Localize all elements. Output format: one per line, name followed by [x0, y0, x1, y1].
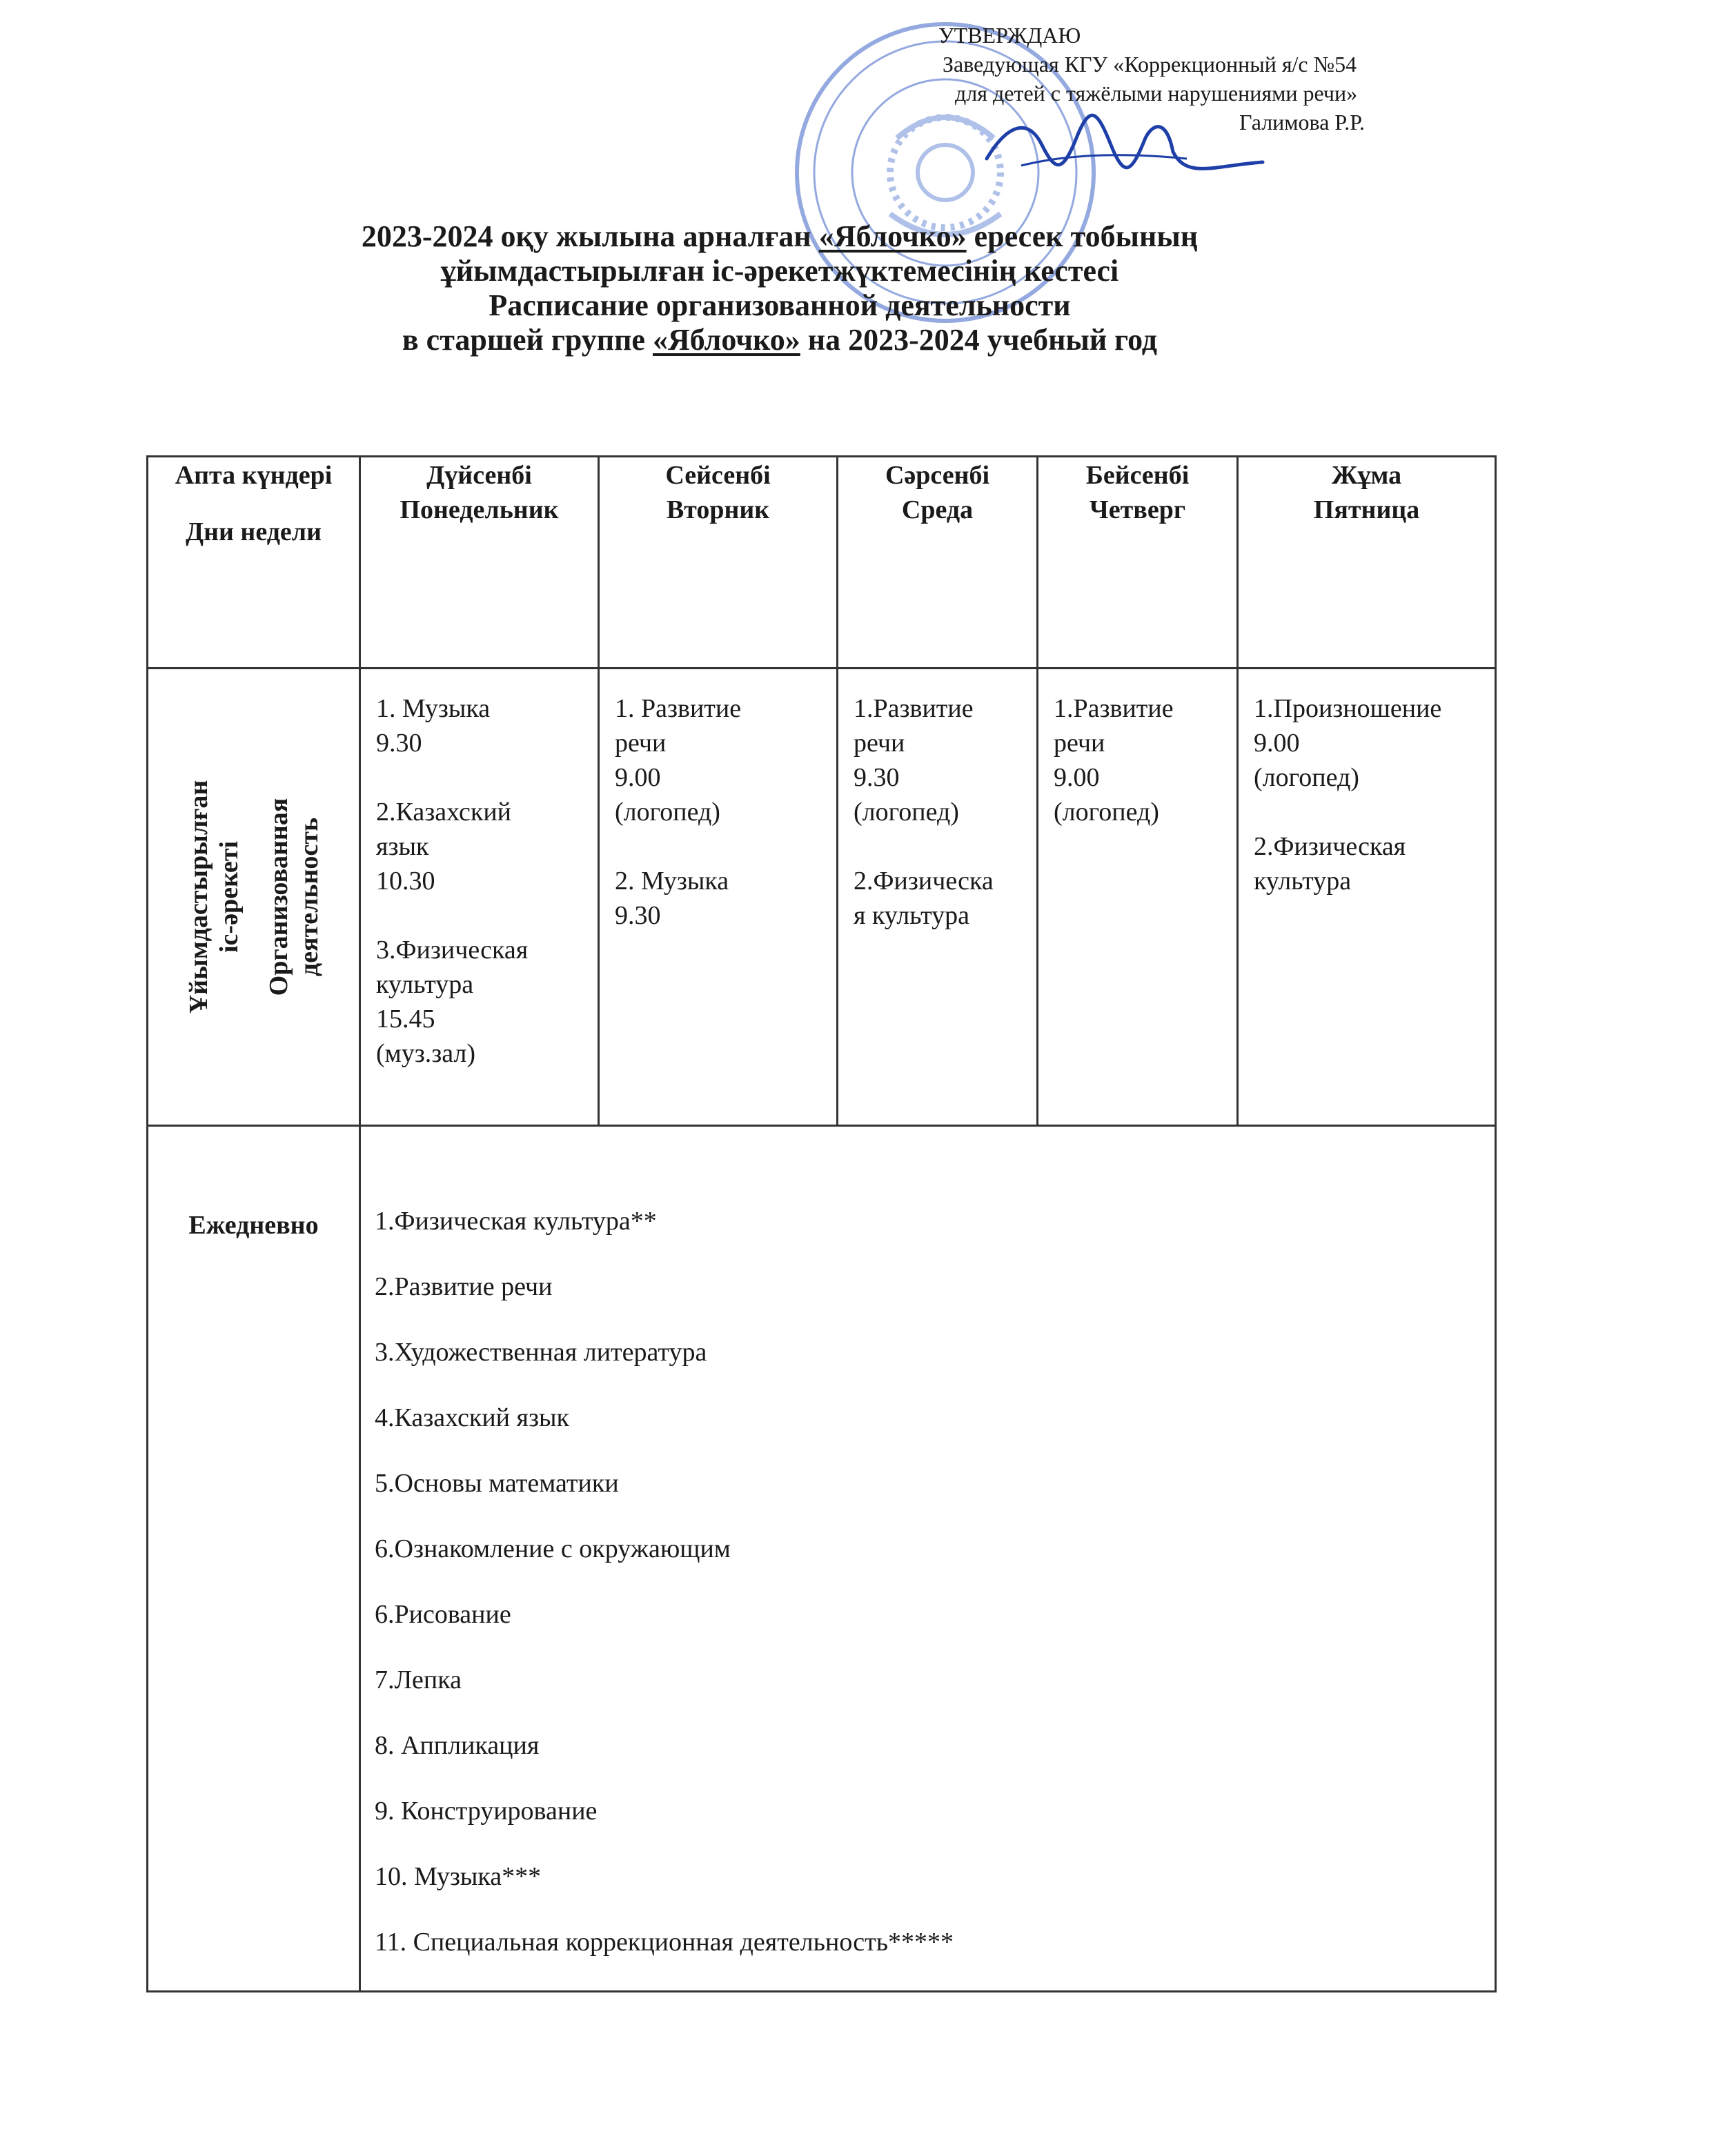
- header-wednesday: Сәрсенбі Среда: [838, 457, 1038, 669]
- approval-name: Галимова Р.Р.: [1239, 110, 1366, 135]
- daily-activities-list: [360, 1126, 1496, 1992]
- approval-block: [936, 21, 1501, 137]
- list-item: 1.Физическая культура**: [375, 1207, 657, 1236]
- title-line-3: Расписание организованной деятельности: [489, 288, 1071, 322]
- tuesday-activities: 1. Развитие речи 9.00 (логопед) 2. Музыка 9.30: [599, 669, 838, 1126]
- header-friday: Жұма Пятница: [1238, 457, 1496, 669]
- title-line-4: в старшей группе «Яблочко» на 2023-2024 учебный год: [402, 323, 1158, 357]
- list-item: 10. Музыка***: [375, 1862, 542, 1891]
- list-item: 11. Специальная коррекционная деятельность*****: [375, 1928, 954, 1957]
- organized-activity-row: [148, 669, 1496, 1126]
- header-row: [148, 457, 1496, 669]
- organized-activity-label: Ұйымдастырылған іс-әрекеті Организованная деятельность: [148, 669, 360, 1126]
- thursday-activities: 1.Развитие речи 9.00 (логопед): [1038, 669, 1238, 1126]
- approval-position-line2: для детей с тяжёлыми нарушениями речи»: [955, 81, 1358, 106]
- daily-label: Ежедневно: [148, 1126, 360, 1992]
- header-tuesday: Сейсенбі Вторник: [599, 457, 838, 669]
- header-thursday: Бейсенбі Четверг: [1038, 457, 1238, 669]
- wednesday-activities: 1.Развитие речи 9.30 (логопед) 2.Физическа я культура: [838, 669, 1038, 1126]
- list-item: 8. Аппликация: [375, 1731, 540, 1760]
- friday-activities: 1.Произношение 9.00 (логопед) 2.Физическая культура: [1238, 669, 1496, 1126]
- document-title: [221, 219, 1339, 357]
- header-monday: Дүйсенбі Понедельник: [360, 457, 599, 669]
- list-item: 6.Ознакомление с окружающим: [375, 1534, 731, 1563]
- list-item: 6.Рисование: [375, 1600, 511, 1629]
- list-item: 9. Конструирование: [375, 1797, 598, 1826]
- schedule-table: [146, 455, 1497, 1992]
- title-line-1: 2023-2024 оқу жылына арналған «Яблочко» ересек тобының: [361, 219, 1199, 253]
- list-item: 7.Лепка: [375, 1665, 462, 1694]
- group-name: «Яблочко»: [818, 219, 967, 253]
- group-name: «Яблочко»: [652, 323, 800, 357]
- header-days-of-week: Апта күндері Дни недели: [148, 457, 360, 669]
- list-item: 2.Развитие речи: [375, 1272, 553, 1301]
- daily-row: [148, 1126, 1496, 1992]
- list-item: 5.Основы математики: [375, 1469, 619, 1498]
- approval-heading: УТВЕРЖДАЮ: [938, 23, 1081, 48]
- monday-activities: 1. Музыка 9.30 2.Казахский язык 10.30 3.Физическая культура 15.45 (муз.зал): [360, 669, 599, 1126]
- list-item: 4.Казахский язык: [375, 1403, 569, 1432]
- list-item: 3.Художественная литература: [375, 1338, 707, 1367]
- approval-position-line1: Заведующая КГУ «Коррекционный я/с №54: [943, 52, 1357, 77]
- title-line-2: ұйымдастырылған іс-әрекетжүктемесінің кестесі: [440, 254, 1119, 288]
